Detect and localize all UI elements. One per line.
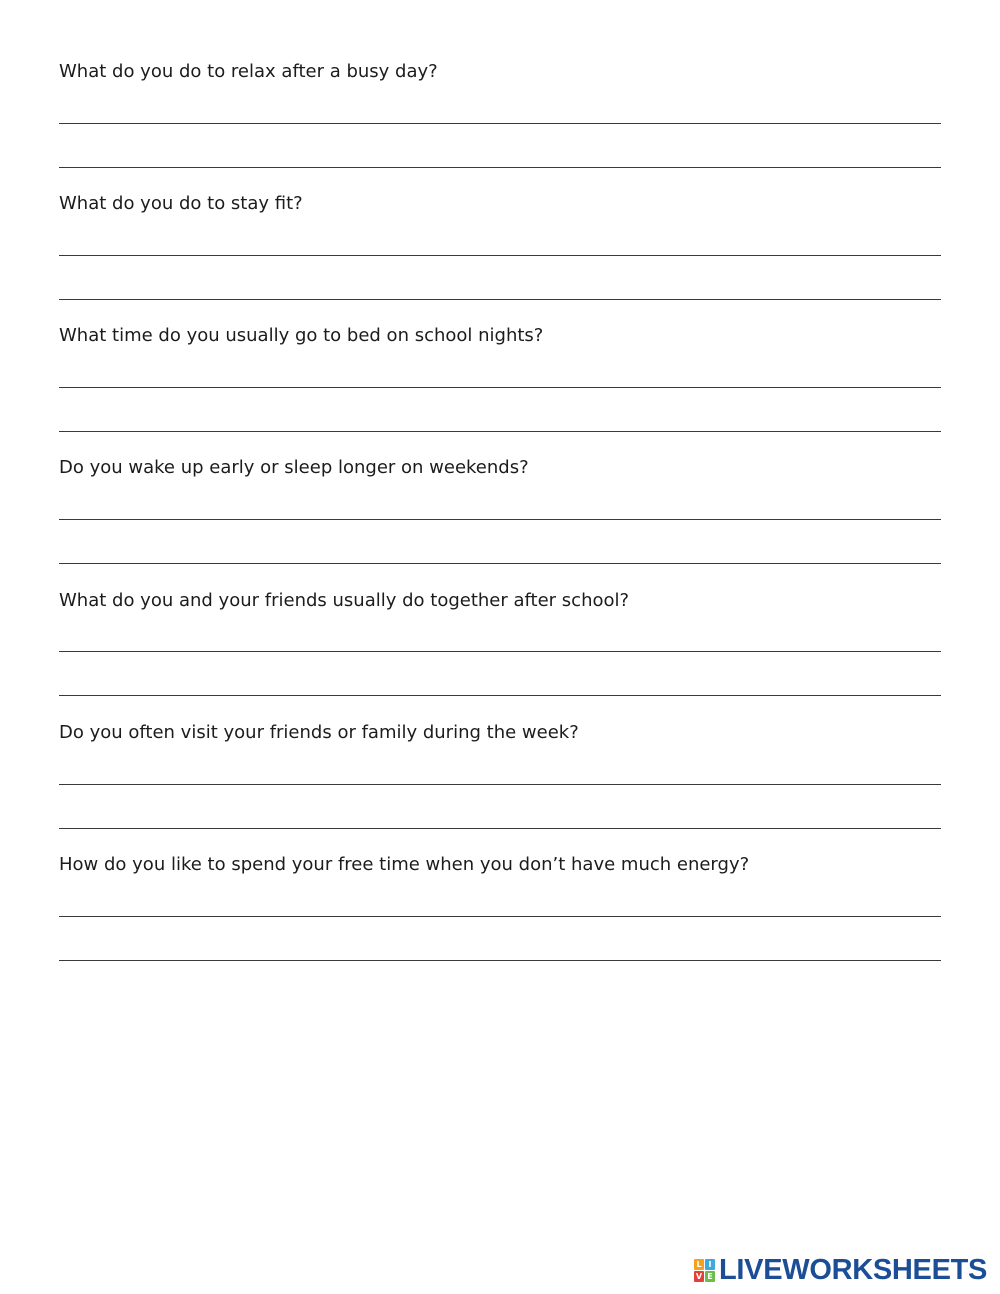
liveworksheets-logo-icon xyxy=(694,1259,715,1282)
logo-tile-e: E xyxy=(705,1271,715,1282)
answer-line-4a[interactable] xyxy=(59,519,941,520)
question-6-text: Do you often visit your friends or family during the week? xyxy=(59,722,579,743)
logo-tile-v: V xyxy=(695,1271,703,1281)
question-4-text: Do you wake up early or sleep longer on weekends? xyxy=(59,457,529,478)
logo-tile-i: I xyxy=(705,1259,715,1270)
answer-line-4b[interactable] xyxy=(59,563,941,564)
answer-line-2a[interactable] xyxy=(59,255,941,256)
answer-line-1a[interactable] xyxy=(59,123,941,124)
liveworksheets-logo xyxy=(694,1255,987,1285)
answer-line-7a[interactable] xyxy=(59,916,941,917)
answer-line-6b[interactable] xyxy=(59,828,941,829)
answer-line-3a[interactable] xyxy=(59,387,941,388)
answer-line-5a[interactable] xyxy=(59,651,941,652)
answer-line-1b[interactable] xyxy=(59,167,941,168)
answer-line-3b[interactable] xyxy=(59,431,941,432)
question-1-text: What do you do to relax after a busy day? xyxy=(59,61,438,82)
question-2-text: What do you do to stay fit? xyxy=(59,193,303,214)
liveworksheets-logo-text: LIVEWORKSHEETS xyxy=(719,1254,988,1286)
answer-line-7b[interactable] xyxy=(59,960,941,961)
logo-tile-l: L xyxy=(694,1259,704,1270)
question-7-text: How do you like to spend your free time when you don’t have much energy? xyxy=(59,854,750,875)
question-5-text: What do you and your friends usually do together after school? xyxy=(59,590,630,611)
answer-line-2b[interactable] xyxy=(59,299,941,300)
question-3-text: What time do you usually go to bed on school nights? xyxy=(59,325,544,346)
answer-line-5b[interactable] xyxy=(59,695,941,696)
answer-line-6a[interactable] xyxy=(59,784,941,785)
